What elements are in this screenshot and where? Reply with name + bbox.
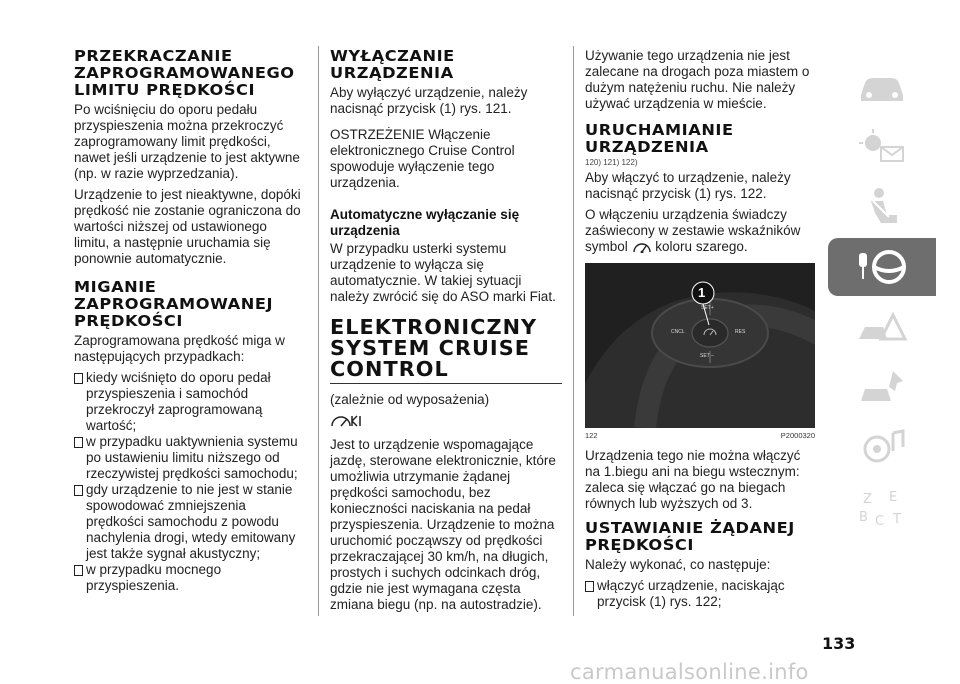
tab-dashboard[interactable] [828, 58, 936, 116]
list-item: w przypadku uaktywnienia systemu po ustawieniu limitu niższego od rzeczywistej prędkości samochodu; [74, 434, 302, 482]
paragraph: Urządzenia tego nie można włączyć na 1.biegu ani na biegu wstecznym: zaleca się włączać go na biegach równych lub wyższych od 3. [585, 448, 801, 511]
paragraph: Aby wyłączyć urządzenie, należy nacisnąć przycisk (1) rys. 121. [330, 85, 528, 116]
heading-setting-speed: USTAWIANIE ŻĄDANEJ PRĘDKOŚCI [585, 519, 795, 554]
cruise-control-symbol-icon [330, 413, 562, 434]
list-item: gdy urządzenie to nie jest w stanie spowodować zmniejszenia prędkości samochodu z powodu nachylenia drogi, wtedy emitowany jest także sygnał akustyczny; [74, 482, 302, 562]
warning-lights-icon [853, 125, 911, 169]
figure-code: P2000320 [780, 431, 815, 440]
svg-text:B: B [859, 510, 868, 525]
tab-warning-lights[interactable] [828, 118, 936, 176]
bullet-list [585, 578, 815, 610]
tab-safety[interactable] [828, 178, 936, 236]
paragraph: Jest to urządzenie wspomagające jazdę, sterowane elektronicznie, które umożliwia utrzymanie żądanej prędkości samochodu, bez konieczności naciskania na pedał przyspieszenia. Urządzenie to można uruchomić począwszy od prędkości przekraczającej 30 km/h, na długich, prostych i suchych odcinkach dróg, gdzie nie jest wymagana częsta zmiana biegu (np. na autostradzie). [330, 437, 556, 612]
button-label-resume: RES [735, 329, 746, 335]
svg-text:C: C [875, 514, 885, 529]
paragraph: Urządzenie to jest nieaktywne, dopóki prędkość nie zostanie ograniczona do wartości niższej od ustawionego limitu, a następnie uruchamia się ponownie automatycznie. [74, 187, 301, 266]
heading-exceeding-limit: PRZEKRACZANIE ZAPROGRAMOWANEGO LIMITU PRĘDKOŚCI [74, 47, 295, 99]
index-letters-icon [853, 485, 911, 529]
paragraph: O włączeniu urządzenia świadczy zaświecony w zestawie wskaźników symbol koloru szarego. [585, 207, 801, 254]
heading-disabling-device: WYŁĄCZANIE URZĄDZENIA [330, 47, 455, 82]
svg-text:T: T [893, 512, 901, 527]
heading-blinking-speed: MIGANIE ZAPROGRAMOWANEJ PRĘDKOŚCI [74, 278, 274, 330]
tab-multimedia[interactable] [828, 418, 936, 476]
heading-starting-device: URUCHAMIANIE URZĄDZENIA [585, 121, 734, 156]
svg-text:Z: Z [863, 492, 872, 507]
list-item: w przypadku mocnego przyspieszenia. [74, 562, 302, 594]
steering-wheel-key-icon [853, 245, 911, 289]
button-label-set-plus: SET+ [701, 305, 714, 311]
paragraph: Aby włączyć to urządzenie, należy nacisnąć przycisk (1) rys. 122. [585, 170, 791, 201]
steering-wheel-figure [585, 263, 815, 428]
paragraph: Zaprogramowana prędkość miga w następujących przypadkach: [74, 333, 285, 364]
figure-number: 122 [585, 431, 598, 440]
bullet-box-icon [585, 581, 594, 592]
list-item: włączyć urządzenie, naciskając przycisk (1) rys. 122; [585, 578, 815, 610]
bullet-box-icon [74, 437, 83, 448]
tab-driving[interactable] [828, 238, 936, 296]
bullet-box-icon [74, 565, 83, 576]
heading-electronic-cruise-control: ELEKTRONICZNY SYSTEM CRUISE CONTROL [330, 315, 538, 381]
figure-caption [585, 431, 815, 440]
service-wrench-icon [853, 365, 911, 409]
paragraph: W przypadku usterki systemu urządzenie to wyłącza się automatycznie. W takiej sytuacji należy zwrócić się do ASO marki Fiat. [330, 241, 556, 304]
cross-reference: 120) 121) 122) [585, 158, 638, 167]
paragraph: Należy wykonać, co następuje: [585, 557, 771, 572]
column-divider [318, 46, 319, 616]
column-left [74, 48, 302, 598]
bullet-list [74, 370, 302, 594]
heading-underline [330, 383, 562, 384]
car-dashboard-icon [853, 65, 911, 109]
button-label-set-minus: SET – [700, 353, 714, 359]
tab-emergency[interactable] [828, 298, 936, 356]
column-right [585, 48, 815, 614]
tab-index[interactable] [828, 478, 936, 536]
column-divider [573, 46, 574, 616]
svg-text:E: E [889, 490, 898, 505]
multimedia-icon [853, 425, 911, 469]
seat-safety-icon [853, 185, 911, 229]
paragraph: Używanie tego urządzenia nie jest zalecane na drogach poza miastem o dużym natężeniu ruchu. Nie należy używać urządzenia w mieście. [585, 48, 810, 111]
list-item: kiedy wciśnięto do oporu pedał przyspieszenia i samochód przekroczył zaprogramowaną wartość; [74, 370, 302, 434]
page-number: 133 [822, 634, 856, 653]
heading-automatic-disabling: Automatyczne wyłączanie się urządzenia [330, 207, 520, 238]
speed-limiter-symbol-icon [632, 240, 652, 253]
bullet-box-icon [74, 373, 83, 384]
bullet-box-icon [74, 485, 83, 496]
paragraph: Po wciśnięciu do oporu pedału przyspieszenia można przekroczyć zaprogramowany limit prędkości, nawet jeśli urządzenie to jest aktywne (np. w razie wyprzedzania). [74, 102, 300, 181]
paragraph: OSTRZEŻENIE Włączenie elektronicznego Cruise Control spowoduje wyłączenie tego urządzenia. [330, 127, 515, 190]
column-middle [330, 48, 562, 618]
button-label-cancel: CNCL [671, 329, 685, 335]
tab-maintenance[interactable] [828, 358, 936, 416]
breakdown-triangle-icon [853, 305, 911, 349]
figure-callout-number: 1 [698, 285, 706, 300]
paragraph: (zależnie od wyposażenia) [330, 392, 490, 407]
watermark: carmanualsonline.info [570, 660, 809, 684]
chapter-tabs-sidebar [828, 58, 936, 538]
